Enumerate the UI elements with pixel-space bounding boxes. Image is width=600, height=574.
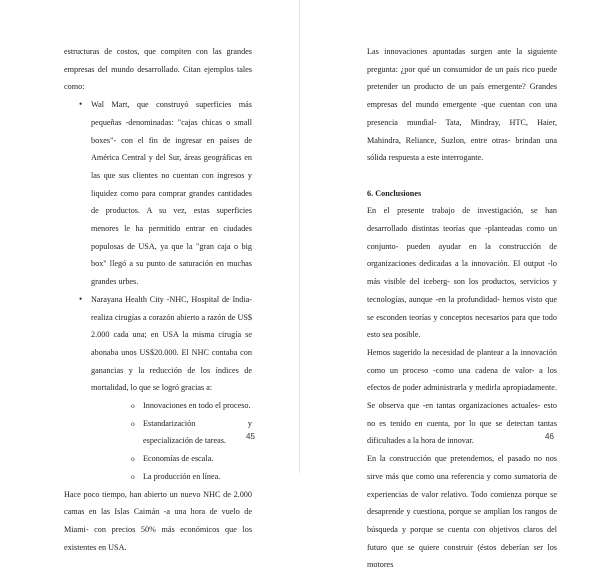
right-page xyxy=(300,0,600,570)
sub-item: o Estandarización y especialización de tareas. xyxy=(91,415,252,450)
paragraph: Las innovaciones apuntadas surgen ante la siguiente pregunta: ¿por qué un consumidor de un país rico puede pretender un producto de un país emergente? Grandes empresas del mundo emergente -que cuentan con una presencia mundial- Tata, Mindray, HTC, Haier, Mahindra, Reliance, Suzlon, entre otras- brindan una sólida respuesta a este interrogante. xyxy=(367,47,557,163)
paragraph: Hemos sugerido la necesidad de plantear a la innovación como un proceso -como una cadena de valor- a los efectos de poder administrarla y medirla apropiadamente. Se observa que -en tantas organizaciones actuales- esto no es tenido en cuenta, por lo que se detectan tantas dificultades a la hora de innovar. xyxy=(367,347,557,446)
sub-item: o Innovaciones en todo el proceso. xyxy=(91,397,252,415)
bullet-narayana xyxy=(64,291,252,486)
nhc-factors-list xyxy=(91,397,252,486)
examples-list xyxy=(64,96,252,485)
bullet-walmart: • Wal Mart, que construyó superficies más pequeñas -denominadas: "cajas chicas o small boxes"- con el fin de ingresar en países de América Central y del Sur, áreas geográficas en las que sus clientes no cuentan con ingresos y liquidez como para comprar grandes cantidades de productos. A su vez, estas superficies menores le ha permitido entrar en ciudades populosas de USA, ya que la "gran caja o big box" llegó a su punto de saturación en muchas grandes urbes. xyxy=(64,96,252,291)
paragraph: En el presente trabajo de investigación, se han desarrollado distintas teorías que -planteadas como un conjunto- pueden ayudar en la construcción de organizaciones dedicadas a la innovación. El output -lo más visible del iceberg- son los productos, servicios y tecnologías, aunque -en la profundidad- hemos visto que se esconden teorías y conceptos necesarios para que todo esto sea posible. xyxy=(367,206,557,340)
page-number: 46 xyxy=(545,432,554,441)
left-page xyxy=(0,0,300,552)
bullet-narayana-text: Narayana Health City -NHC, Hospital de India- realiza cirugías a corazón abierto a razón de US$ 2.000 cada una; en USA la misma cirugía se abonaba unos US$20.000. El NHC contaba con ganancias y la reducción de los índices de mortalidad, lo que se logró gracias a: xyxy=(91,294,252,393)
section-heading: 6. Conclusiones xyxy=(367,188,422,198)
closing-paragraph: Hace poco tiempo, han abierto un nuevo NHC de 2.000 camas en las Islas Caimán -a una hora de vuelo de Miami- con precios 50% más económicos que los existentes en USA. xyxy=(64,489,252,552)
left-page-body xyxy=(64,43,252,556)
intro-paragraph: estructuras de costos, que compiten con las grandes empresas del mundo desarrollado. Citan ejemplos tales como: xyxy=(64,47,252,92)
page-number: 45 xyxy=(246,432,255,441)
paragraph: En la construcción que pretendemos, el pasado no nos sirve más que como una referencia y como sumatoria de experiencias de valor relativo. Todo comienza porque se desaprende y cuestiona, porque se amplían los rangos de búsqueda y porque se cuenta con objetivos claros del futuro que se quiere construir (éstos deberían ser los motores xyxy=(367,454,557,570)
right-page-body xyxy=(367,43,557,574)
sub-item: o Economías de escala. xyxy=(91,450,252,468)
sub-item: o La producción en línea. xyxy=(91,468,252,486)
